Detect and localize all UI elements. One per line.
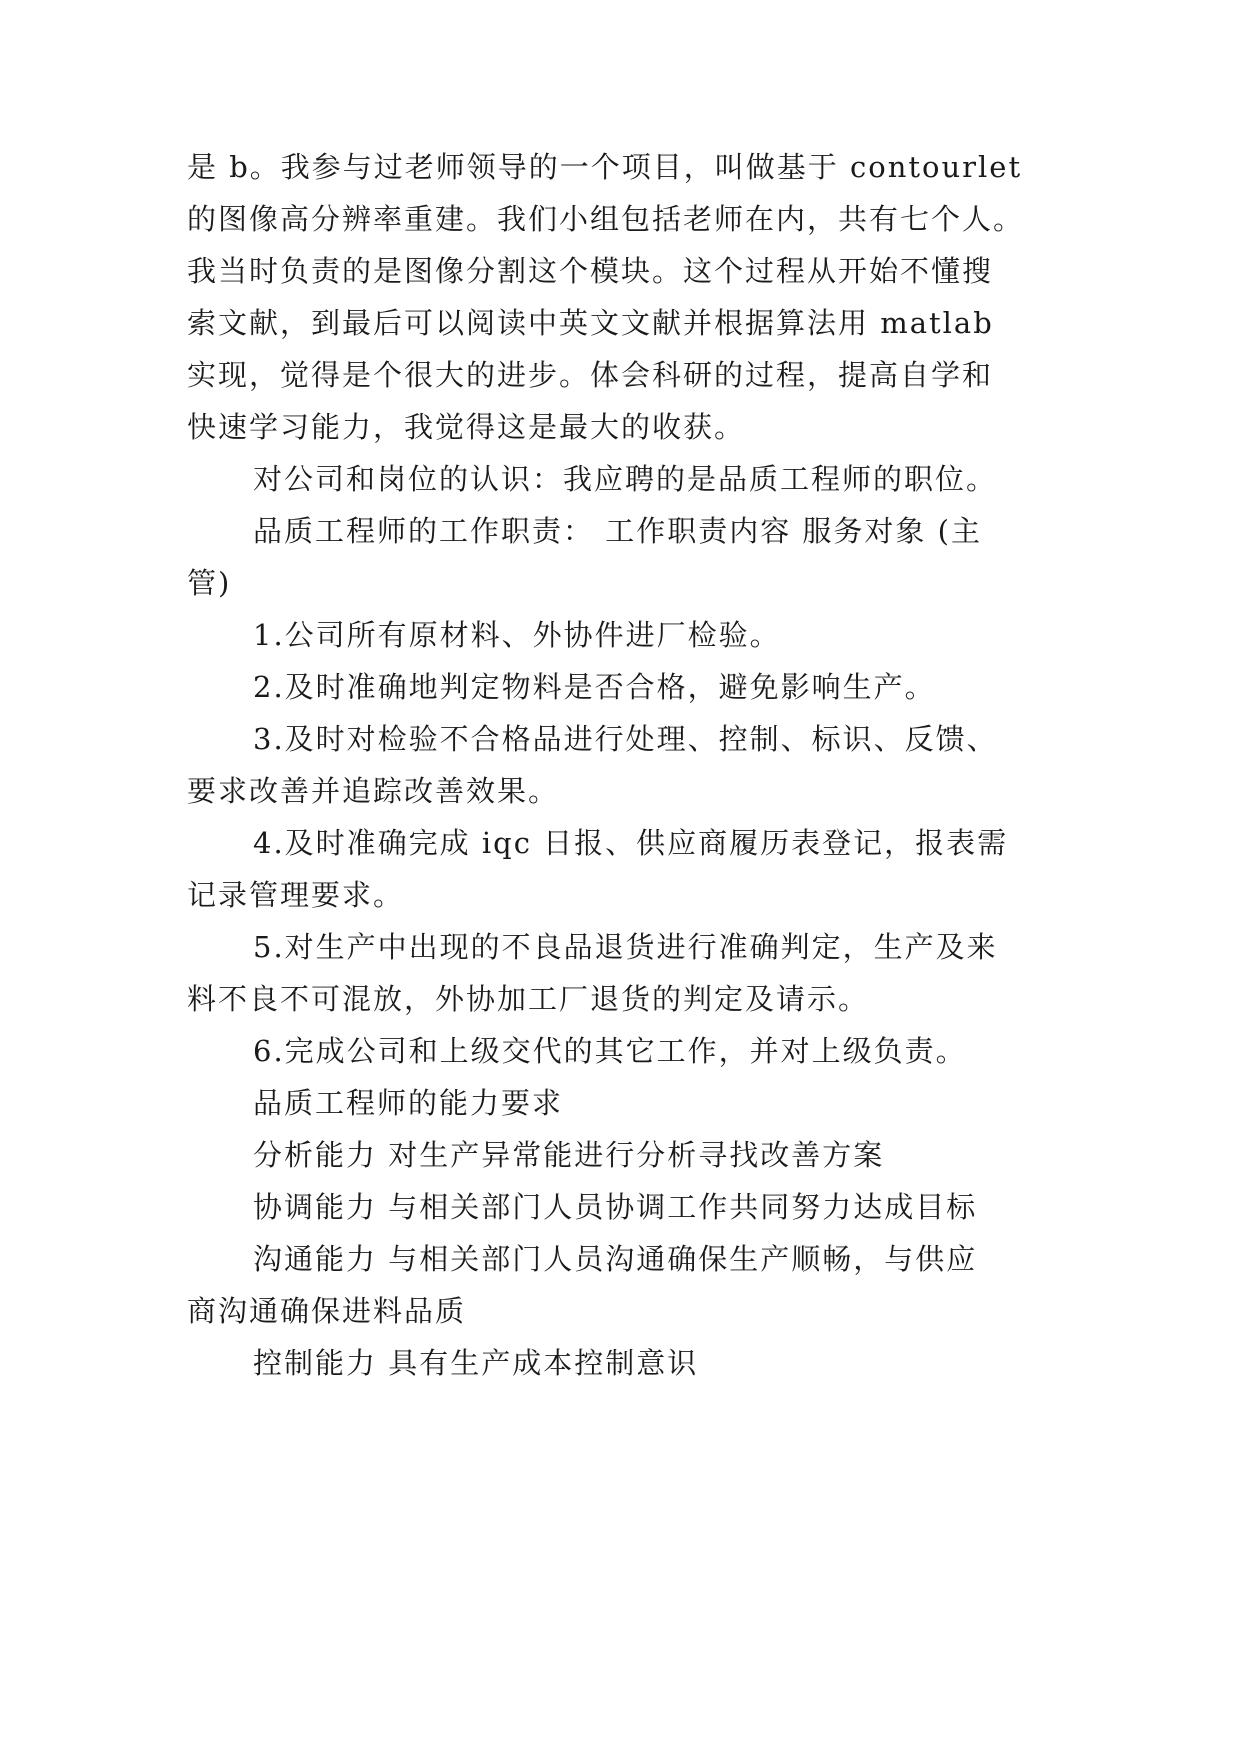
text-line: 控制能力 具有生产成本控制意识 [253, 1346, 699, 1380]
list-item: 6.完成公司和上级交代的其它工作，并对上级负责。 [253, 1034, 967, 1068]
text-line: 料不良不可混放，外协加工厂退货的判定及请示。 [187, 982, 870, 1016]
text-line: 快速学习能力，我觉得这是最大的收获。 [187, 410, 746, 444]
text-line: 索文献，到最后可以阅读中英文文献并根据算法用 matlab [187, 306, 994, 340]
text-line: 实现，觉得是个很大的进步。体会科研的过程，提高自学和 [187, 358, 994, 392]
text-line: 品质工程师的工作职责： 工作职责内容 服务对象 (主 [253, 514, 982, 548]
list-item: 3.及时对检验不合格品进行处理、控制、标识、反馈、 [253, 722, 998, 756]
text-line: 记录管理要求。 [187, 878, 405, 912]
text-line: 要求改善并追踪改善效果。 [187, 774, 560, 808]
text-line: 分析能力 对生产异常能进行分析寻找改善方案 [253, 1138, 885, 1172]
list-item: 4.及时准确完成 iqc 日报、供应商履历表登记，报表需 [253, 826, 1009, 860]
text-line: 管) [187, 566, 232, 600]
list-item: 2.及时准确地判定物料是否合格，避免影响生产。 [253, 670, 936, 704]
text-line: 对公司和岗位的认识：我应聘的是品质工程师的职位。 [253, 462, 998, 496]
text-line: 我当时负责的是图像分割这个模块。这个过程从开始不懂搜 [187, 254, 994, 288]
text-line: 沟通能力 与相关部门人员沟通确保生产顺畅，与供应 [253, 1242, 978, 1276]
section-heading: 品质工程师的能力要求 [253, 1086, 564, 1120]
text-line: 的图像高分辨率重建。我们小组包括老师在内，共有七个人。 [187, 202, 1025, 236]
text-line: 是 b。我参与过老师领导的一个项目，叫做基于 contourlet [187, 150, 1023, 184]
list-item: 5.对生产中出现的不良品退货进行准确判定，生产及来 [253, 930, 998, 964]
list-item: 1.公司所有原材料、外协件进厂检验。 [253, 618, 781, 652]
text-line: 商沟通确保进料品质 [187, 1294, 467, 1328]
text-line: 协调能力 与相关部门人员协调工作共同努力达成目标 [253, 1190, 978, 1224]
